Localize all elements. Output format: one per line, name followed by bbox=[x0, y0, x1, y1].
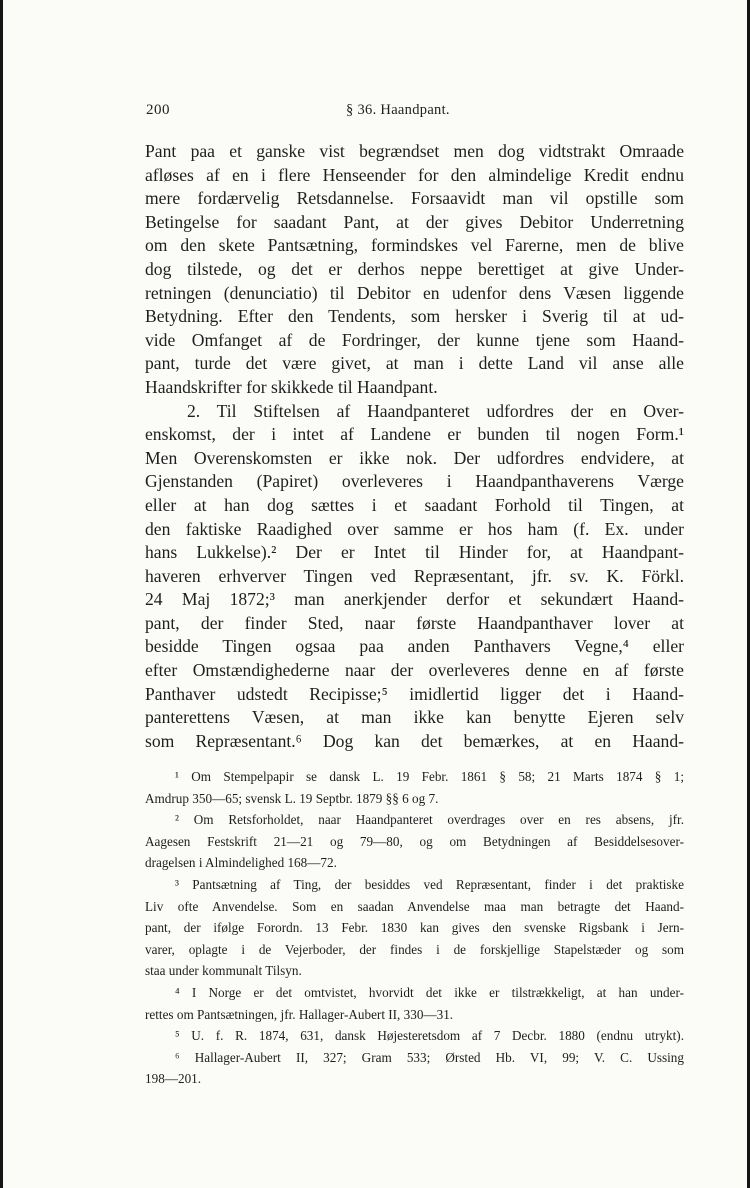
body-line: Betydning. Efter den Tendents, som hersker i Sverig til at ud- bbox=[145, 306, 684, 327]
footnote-line: ¹ Om Stempelpapir se dansk L. 19 Febr. 1861 § 58; 21 Marts 1874 § 1; bbox=[175, 769, 684, 784]
body-line: afløses af en i flere Henseender for den almindelige Kredit endnu bbox=[145, 164, 684, 185]
body-line: Gjenstanden (Papiret) overleveres i Haandpanthaverens Værge bbox=[145, 471, 684, 492]
body-line: dog tilstede, og det er derhos neppe berettiget at give Under- bbox=[145, 258, 684, 279]
footnote-line: ³ Pantsætning af Ting, der besiddes ved Repræsentant, finder i det praktiske bbox=[175, 876, 684, 892]
body-line: retningen (denunciatio) til Debitor en udenfor dens Væsen liggende bbox=[145, 282, 684, 303]
body-line: mere fordærvelig Retsdannelse. Forsaavidt man vil opstille som bbox=[145, 188, 684, 209]
body-line: 24 Maj 1872;³ man anerkjender derfor et sekundært Haand- bbox=[145, 589, 684, 610]
body-line: 2. Til Stiftelsen af Haandpanteret udfordres der en Over- bbox=[187, 400, 684, 421]
footnote-line: staa under kommunalt Tilsyn. bbox=[145, 963, 302, 979]
footnotes bbox=[145, 766, 684, 1090]
body-line: eller at han dog sættes i et saadant Forhold til Tingen, at bbox=[145, 494, 684, 515]
body-line: om den skete Pantsætning, formindskes vel Farerne, men de blive bbox=[145, 235, 684, 256]
body-line: hans Lukkelse).² Der er Intet til Hinder for, at Haandpant- bbox=[145, 542, 684, 563]
body-line: pant, der finder Sted, naar første Haandpanthaver lover at bbox=[145, 612, 684, 633]
body-line: vide Omfanget af de Fordringer, der kunne tjene som Haand- bbox=[145, 329, 684, 350]
running-head: § 36. Haandpant. bbox=[346, 102, 450, 118]
body-line: besidde Tingen ogsaa paa anden Panthavers Vegne,⁴ eller bbox=[145, 636, 684, 657]
footnote-line: pant, der ifølge Forordn. 13 Febr. 1830 kan gives den svenske Rigsbank i Jern- bbox=[145, 920, 684, 936]
body-line: Men Overenskomsten er ikke nok. Der udfordres endvidere, at bbox=[145, 447, 684, 468]
footnote-line: Liv ofte Anvendelse. Som en saadan Anvendelse maa man betragte det Haand- bbox=[145, 898, 684, 914]
footnote-line: ⁶ Hallager-Aubert II, 327; Gram 533; Ørsted Hb. VI, 99; V. C. Ussing bbox=[175, 1049, 684, 1065]
body-line: enskomst, der i intet af Landene er bunden til nogen Form.¹ bbox=[145, 424, 684, 445]
body-line: den faktiske Raadighed over samme er hos ham (f. Ex. under bbox=[145, 518, 684, 539]
body-line: efter Omstændighederne naar der overleveres denne en af første bbox=[145, 660, 684, 681]
body-line: panterettens Væsen, at man ikke kan benytte Ejeren selv bbox=[145, 707, 684, 728]
footnote-line: dragelsen i Almindelighed 168—72. bbox=[145, 855, 337, 871]
page-number: 200 bbox=[146, 102, 170, 118]
body-line: Haandskrifter for skikkede til Haandpant. bbox=[145, 376, 438, 397]
body-line: pant, turde det være givet, at man i dette Land vil anse alle bbox=[145, 353, 684, 374]
page-edge-left bbox=[0, 0, 3, 1188]
footnote-line: rettes om Pantsætningen, jfr. Hallager-Aubert II, 330—31. bbox=[145, 1006, 454, 1022]
body-line: Panthaver udstedt Recipisse;⁵ imidlertid ligger det i Haand- bbox=[145, 683, 684, 704]
body-text bbox=[145, 140, 684, 753]
footnote-line: Amdrup 350—65; svensk L. 19 Septbr. 1879 §§ 6 og 7. bbox=[145, 790, 439, 806]
footnote-line: ⁵ U. f. R. 1874, 631, dansk Højesteretsdom af 7 Decbr. 1880 (endnu utrykt). bbox=[175, 1028, 684, 1044]
body-line: som Repræsentant.⁶ Dog kan det bemærkes, at en Haand- bbox=[145, 730, 684, 751]
footnote-line: Aagesen Festskrift 21—21 og 79—80, og om Betydningen af Besiddelsesover- bbox=[145, 833, 684, 849]
body-line: Pant paa et ganske vist begrændset men dog vidtstrakt Omraade bbox=[145, 141, 684, 161]
footnote-line: ⁴ I Norge er det omtvistet, hvorvidt det ikke er tilstrækkeligt, at han under- bbox=[175, 984, 684, 1000]
footnote-line: varer, oplagte i de Vejerboder, der findes i de forskjellige Stapelstæder og som bbox=[145, 941, 684, 957]
footnote-line: 198—201. bbox=[145, 1071, 202, 1087]
page-header bbox=[146, 102, 686, 124]
body-line: Betingelse for saadant Pant, at der gives Debitor Underretning bbox=[145, 211, 684, 232]
body-line: haveren erhverver Tingen ved Repræsentant, jfr. sv. K. Förkl. bbox=[145, 565, 684, 586]
footnote-line: ² Om Retsforholdet, naar Haandpanteret overdrages over en res absens, jfr. bbox=[175, 812, 684, 828]
